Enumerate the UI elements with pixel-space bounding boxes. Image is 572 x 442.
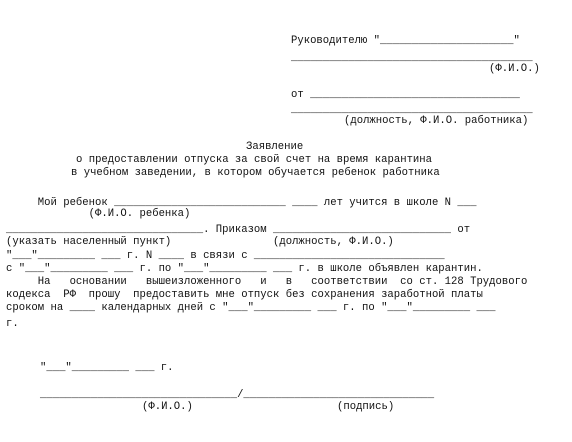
document-subtitle-line2: в учебном заведении, в котором обучается ребенок работника xyxy=(71,167,440,179)
body-caption-child-name: (Ф.И.О. ребенка) xyxy=(6,208,191,220)
body-line-order-date: "___"_________ ___ г. N ____ в связи с ______________________________ xyxy=(6,250,445,262)
recipient-name-caption: (Ф.И.О.) xyxy=(489,63,540,75)
body-line-child: Мой ребенок ___________________________ ____ лет учится в школе N ___ xyxy=(6,197,477,209)
body-line-year: г. xyxy=(6,318,19,330)
document-subtitle-line1: о предоставлении отпуска за свой счет на время карантина xyxy=(76,154,433,166)
body-line-order: _______________________________. Приказом ____________________________ от xyxy=(6,224,471,236)
recipient-name-blank: ______________________________________ xyxy=(291,52,533,64)
sender-blank: ______________________________________ xyxy=(291,104,533,116)
sender-caption: (должность, Ф.И.О. работника) xyxy=(344,115,529,127)
body-line-term: сроком на ____ календарных дней с "___"_________ ___ г. по "___"_________ ___ xyxy=(6,302,496,314)
body-line-basis: На основании вышеизложенного и в соответствии со ст. 128 Трудового xyxy=(6,276,528,288)
body-line-request: кодекса РФ прошу предоставить мне отпуск без сохранения заработной платы xyxy=(6,289,483,301)
document-title: Заявление xyxy=(246,141,304,153)
body-caption-place-position: (указать населенный пункт) (должность, Ф.И.О.) xyxy=(6,236,394,248)
signature-date-line: "___"_________ ___ г. xyxy=(40,362,174,374)
signature-name-caption: (Ф.И.О.) xyxy=(142,401,193,413)
body-line-quarantine-period: с "___"_________ ___ г. по "___"_________ ___ г. в школе объявлен карантин. xyxy=(6,263,483,275)
sender-line: от _________________________________ xyxy=(291,89,520,101)
signature-line: _______________________________/______________________________ xyxy=(40,389,435,401)
signature-caption: (подпись) xyxy=(337,401,395,413)
recipient-line: Руководителю "_____________________" xyxy=(291,35,520,47)
